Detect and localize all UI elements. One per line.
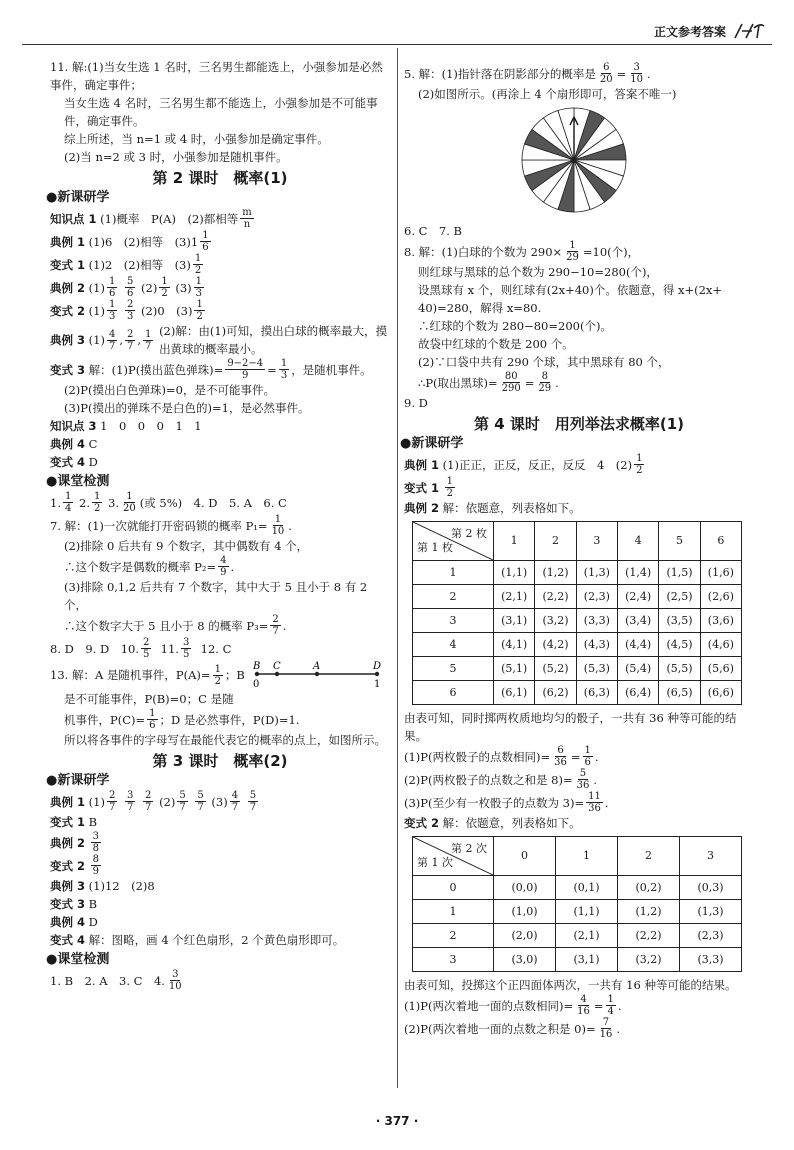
table-cell: (6,3)	[576, 681, 617, 705]
fraction: $\frac{1}{2}$	[214, 663, 221, 687]
lesson3-title: 第 3 课时 概率(2)	[152, 752, 288, 770]
v3-row: 变式 3 解：(1)P(摸出蓝色弹珠)= $\frac{9-2-4}{9}$ = $\frac{1}{3}$ ，是随机事件。	[50, 358, 372, 381]
r-q8-l4: 40)=280，解得 x=80.	[418, 301, 542, 315]
table-cell: (5,4)	[617, 657, 658, 681]
check-heading-2: ●课堂检测	[46, 952, 110, 967]
l3e3-row	[50, 877, 390, 895]
q13-row3	[50, 708, 390, 731]
l3v1-row	[50, 813, 390, 831]
fraction: $\frac{5}{7}$	[249, 790, 257, 813]
table-cell: (2,3)	[576, 585, 617, 609]
fraction: $\frac{1}{10}$	[271, 514, 285, 537]
fraction: $\frac{1}{4}$	[607, 994, 614, 1017]
e1-row	[50, 230, 390, 253]
fraction: $\frac{8}{29}$	[538, 371, 552, 394]
table-cell: (1,6)	[700, 561, 741, 585]
table-cell: (0,2)	[618, 876, 680, 900]
q11-line1: 11. 解:(1)当女生选 1 名时，三名男生都能选上，小强参加是必然事件，确定事件；	[50, 60, 383, 92]
table-cell: (3,4)	[617, 609, 658, 633]
q7-l2: (2)排除 0 后共有 9 个数字，其中偶数有 4 个，	[64, 539, 309, 553]
fraction: $\frac{2}{7}$	[127, 328, 134, 352]
q11-line2: 当女生选 4 名时，三名男生都不能选上，小强参加是不可能事件，确定事件。	[64, 96, 378, 128]
l3v2-row	[50, 854, 390, 877]
e2-text: (1)	[88, 280, 105, 295]
row-header: 6	[413, 681, 494, 705]
table-cell: (2,3)	[680, 924, 742, 948]
r-q8-l2: 则红球与黑球的总个数为 290−10=280(个)，	[418, 265, 658, 279]
number-line	[253, 660, 383, 690]
column-header: 6	[700, 522, 741, 561]
fraction: $\frac{1}{2}$	[196, 299, 203, 322]
fraction: $\frac{11}{36}$	[588, 791, 601, 814]
dice-table	[412, 521, 742, 705]
column-header: 5	[659, 522, 700, 561]
k3-row	[50, 417, 390, 435]
q11-line4: (2)当 n=2 或 3 时，小强参加是随机事件。	[64, 150, 288, 164]
l3v4-row	[50, 931, 390, 949]
r-v2-label: 变式 2	[404, 816, 440, 830]
k1-row	[50, 207, 390, 230]
q7-l4: (3)排除 0,1,2 后共有 7 个数字，其中大于 5 且小于 8 有 2 个，	[64, 580, 368, 612]
q8-t3: 12. C	[200, 641, 232, 656]
row-header: 1	[413, 900, 494, 924]
v2-text: (1)	[88, 303, 105, 318]
l3v4-label: 变式 4	[50, 933, 86, 947]
l3c-text: 1. B 2. A 3. C 4.	[50, 973, 165, 988]
spinner-figure	[404, 105, 754, 220]
r-e2-text: 解：依题意，列表格如下。	[442, 501, 581, 515]
q13-l1: 13. 解：A 是随机事件，P(A)=	[50, 668, 211, 682]
fraction: $\frac{m}{n}$	[242, 207, 252, 230]
t1-p3: (3)P(至少有一枚骰子的点数为 3)= $\frac{11}{36}$ .	[404, 791, 609, 814]
column-header: 2	[618, 837, 680, 876]
table-row	[413, 900, 742, 924]
t1-p2: (2)P(两枚骰子的点数之和是 8)= $\frac{5}{36}$ .	[404, 768, 597, 791]
table-row	[413, 924, 742, 948]
e1-label: 典例 1	[50, 234, 86, 249]
corner-top-label: 第 2 枚	[451, 527, 487, 540]
table-cell: (1,3)	[576, 561, 617, 585]
q13-l4: 所以将各事件的字母写在最能代表它的概率的点上，如图所示。	[64, 733, 386, 747]
table-cell: (2,2)	[618, 924, 680, 948]
table-cell: (4,3)	[576, 633, 617, 657]
l3e2-label: 典例 2	[50, 835, 86, 850]
e4-label: 典例 4	[50, 437, 86, 451]
column-header: 0	[494, 837, 556, 876]
q11-line3: 综上所述，当 n=1 或 4 时，小强参加是确定事件。	[64, 132, 329, 146]
c1-row	[50, 491, 390, 514]
table-cell: (2,4)	[617, 585, 658, 609]
new-study-heading-3: ●新课研学	[400, 436, 464, 451]
fraction: $\frac{1}{2}$	[94, 491, 101, 514]
table-cell: (1,3)	[680, 900, 742, 924]
v1-text: (1)2 (2)相等 (3)	[88, 257, 191, 272]
e3-row: 典例 3 (1) $\frac{4}{7}$ , $\frac{2}{7}$ , $\frac{1}{7}$ (2)解：由(1)可知，摸出白球的概率最大，摸出黄球的概率最小。	[50, 322, 390, 358]
v1-row	[50, 253, 390, 276]
row-header: 2	[413, 924, 494, 948]
fraction: $\frac{2}{5}$	[142, 637, 150, 660]
l3e1-t1: (1)	[88, 794, 105, 809]
fraction: $\frac{1}{20}$	[123, 491, 136, 514]
table-cell: (0,0)	[494, 876, 556, 900]
q7-row3: ∴这个数字是偶数的概率 P₂= $\frac{4}{9}$ .	[64, 555, 235, 578]
fraction: $\frac{1}{6}$	[202, 230, 209, 253]
c1-t3b: (或 5%) 4. D 5. A 6. C	[139, 495, 287, 510]
q7-l5: ∴这个数字大于 5 且小于 8 的概率 P₃=	[64, 618, 269, 633]
right-column	[400, 62, 754, 1040]
table-cell: (2,2)	[535, 585, 576, 609]
table-cell: (1,1)	[556, 900, 618, 924]
l3c-row	[50, 969, 390, 992]
nl-label-d: D	[372, 661, 381, 672]
r-e1-label: 典例 1	[404, 457, 440, 472]
r-v1-row	[404, 476, 754, 499]
row-header: 3	[413, 609, 494, 633]
r-q8-row8: ∴P(取出黑球)= $\frac{80}{290}$ = $\frac{8}{29}$ .	[418, 371, 559, 394]
fraction: $\frac{4}{7}$	[231, 790, 239, 813]
r-q5-row1: 5. 解：(1)指针落在阴影部分的概率是 $\frac{6}{20}$ = $\frac{3}{10}$ .	[404, 62, 651, 85]
l3v1-text: B	[88, 815, 98, 829]
l3e4-label: 典例 4	[50, 915, 86, 929]
row-header: 4	[413, 633, 494, 657]
fraction: $\frac{6}{36}$	[554, 745, 567, 768]
column-header: 1	[556, 837, 618, 876]
fraction: $\frac{1}{6}$	[108, 276, 116, 299]
t2-summary: 由表可知，投掷这个正四面体两次，一共有 16 种等可能的结果。	[404, 978, 737, 992]
column-divider	[397, 48, 398, 1088]
table-cell: (3,3)	[680, 948, 742, 972]
fraction: $\frac{80}{290}$	[501, 371, 521, 394]
fraction: $\frac{1}{2}$	[161, 276, 168, 299]
fraction: $\frac{4}{9}$	[220, 555, 227, 578]
q7-l3: ∴这个数字是偶数的概率 P₂=	[64, 559, 217, 574]
l3e1-t3: (3)	[211, 794, 228, 809]
e3-label: 典例 3	[50, 333, 86, 347]
fraction: $\frac{1}{29}$	[566, 240, 579, 263]
fraction: $\frac{2}{7}$	[145, 790, 152, 813]
table-cell: (2,1)	[556, 924, 618, 948]
fraction: $\frac{7}{16}$	[599, 1017, 613, 1040]
fraction: $\frac{5}{36}$	[576, 768, 590, 791]
r-e2-label: 典例 2	[404, 501, 440, 515]
t2-p2: (2)P(两次着地一面的点数之积是 0)= $\frac{7}{16}$ .	[404, 1017, 620, 1040]
r-v2-row	[404, 814, 754, 832]
new-study-heading-2: ●新课研学	[46, 773, 110, 788]
l3e4-row	[50, 913, 390, 931]
fraction: $\frac{1}{2}$	[194, 253, 202, 276]
fraction: $\frac{6}{20}$	[599, 62, 613, 85]
row-header: 1	[413, 561, 494, 585]
column-header: 2	[535, 522, 576, 561]
l3v3-text: B	[88, 897, 98, 911]
table-cell: (1,2)	[535, 561, 576, 585]
r-e1-text: (1)正正，正反，反正，反反 4 (2)	[442, 457, 633, 472]
q13-row1	[50, 660, 390, 690]
table-cell: (4,1)	[494, 633, 535, 657]
table-cell: (2,6)	[700, 585, 741, 609]
table-row	[413, 876, 742, 900]
spinner-wheel	[519, 105, 629, 215]
v3-label: 变式 3	[50, 362, 86, 377]
v3-line1b: ，是随机事件。	[291, 362, 372, 377]
fraction: $\frac{2}{7}$	[108, 790, 116, 813]
fraction: $\frac{1}{3}$	[280, 358, 288, 381]
fraction: $\frac{5}{7}$	[179, 790, 186, 813]
table-cell: (6,6)	[700, 681, 741, 705]
table-cell: (4,5)	[659, 633, 700, 657]
e3-text1: (1)	[88, 333, 105, 347]
table-cell: (6,4)	[617, 681, 658, 705]
fraction: $\frac{8}{9}$	[92, 854, 100, 877]
l3e1-t2: (2)	[159, 794, 176, 809]
corner-bottom-label: 第 1 枚	[417, 541, 453, 554]
l3e2-row	[50, 831, 390, 854]
fraction: $\frac{1}{2}$	[446, 476, 454, 499]
e2-row: 典例 2 (1) $\frac{1}{6}$ $\frac{5}{6}$ (2) $\frac{1}{2}$ (3) $\frac{1}{3}$	[50, 276, 203, 299]
table-cell: (5,1)	[494, 657, 535, 681]
table-cell: (1,5)	[659, 561, 700, 585]
k3-label: 知识点 3	[50, 419, 97, 433]
r-q8-l7: (2)∵口袋中共有 290 个球，其中黑球有 80 个，	[418, 355, 670, 369]
r-e2-row	[404, 499, 754, 517]
r-q8-l1: 8. 解：(1)白球的个数为 290×	[404, 244, 563, 259]
table-cell: (5,5)	[659, 657, 700, 681]
table-cell: (4,2)	[535, 633, 576, 657]
table-cell: (3,2)	[535, 609, 576, 633]
v4-row	[50, 453, 390, 471]
table-cell: (2,0)	[494, 924, 556, 948]
table-row	[413, 681, 742, 705]
fraction: $\frac{1}{3}$	[195, 276, 203, 299]
q13-l3b: ；D 是必然事件，P(D)=1.	[159, 712, 300, 727]
l3v1-label: 变式 1	[50, 815, 86, 829]
new-study-heading: ●新课研学	[46, 190, 110, 205]
k1-label: 知识点 1	[50, 211, 97, 226]
l3e1-row	[50, 790, 390, 813]
r-q8-l8: ∴P(取出黑球)=	[418, 375, 498, 390]
left-column	[46, 58, 390, 992]
r-v2-text: 解：依题意，列表格如下。	[442, 816, 581, 830]
v3-line1: 解：(1)P(摸出蓝色弹珠)=	[88, 362, 224, 377]
r-q8-l3: 设黑球有 x 个，则红球有(2x+40)个。依题意，得 x+(2x+	[418, 283, 723, 297]
e1-text: (1)6 (2)相等 (3)1	[88, 234, 199, 249]
q13-l2: 是不可能事件，P(B)=0；C 是随	[64, 692, 234, 706]
t1-summary: 由表可知，同时掷两枚质地均匀的骰子，一共有 36 种等可能的结果。	[404, 711, 737, 743]
header-title: 正文参考答案	[653, 24, 726, 39]
fraction: $\frac{5}{7}$	[197, 790, 204, 813]
table-cell: (1,1)	[494, 561, 535, 585]
table-row	[413, 609, 742, 633]
column-header: 3	[576, 522, 617, 561]
r-q5-l1: 5. 解：(1)指针落在阴影部分的概率是	[404, 66, 596, 81]
table-cell: (5,2)	[535, 657, 576, 681]
t2-p1: (1)P(两次着地一面的点数相同)= $\frac{4}{16}$ = $\frac{1}{4}$ .	[404, 994, 622, 1017]
k1-text: (1)概率 P(A) (2)都相等	[100, 211, 239, 226]
nl-label-b: B	[252, 661, 261, 672]
table-row	[413, 561, 742, 585]
v2-label: 变式 2	[50, 303, 86, 318]
l3v3-row	[50, 895, 390, 913]
table-row	[413, 633, 742, 657]
q13-l3: 机事件，P(C)=	[64, 712, 146, 727]
check-heading: ●课堂检测	[46, 474, 110, 489]
table-row	[413, 585, 742, 609]
fraction: $\frac{2}{3}$	[127, 299, 134, 322]
fraction: $\frac{4}{7}$	[108, 328, 116, 352]
row-header: 3	[413, 948, 494, 972]
q13-l1b: ；B	[224, 668, 245, 682]
table-cell: (1,4)	[617, 561, 658, 585]
e4-text: C	[88, 437, 98, 451]
table-cell: (5,6)	[700, 657, 741, 681]
e3-text2: (2)解：由(1)可知，摸出白球的概率最大，摸出黄球的概率最小。	[159, 324, 388, 356]
table-cell: (4,4)	[617, 633, 658, 657]
c1-t2: 2.	[79, 495, 90, 510]
table-cell: (0,1)	[556, 876, 618, 900]
fraction: $\frac{3}{8}$	[92, 831, 100, 854]
table-cell: (0,3)	[680, 876, 742, 900]
r-q8-row1	[404, 240, 754, 263]
l3e1-label: 典例 1	[50, 794, 86, 809]
table-cell: (1,2)	[618, 900, 680, 924]
t1-p1: (1)P(两枚骰子的点数相同)= $\frac{6}{36}$ = $\frac{1}{6}$ .	[404, 745, 599, 768]
lesson4-title: 第 4 课时 用列举法求概率(1)	[473, 415, 685, 433]
l3e3-label: 典例 3	[50, 879, 86, 893]
q8-t2: 11.	[160, 641, 179, 656]
fraction: $\frac{3}{7}$	[127, 790, 134, 813]
row-header: 0	[413, 876, 494, 900]
column-header: 4	[617, 522, 658, 561]
l3e3-text: (1)12 (2)8	[88, 879, 155, 893]
table-cell: (4,6)	[700, 633, 741, 657]
table-corner-cell	[413, 837, 494, 876]
l3v3-label: 变式 3	[50, 897, 86, 911]
column-header: 1	[494, 522, 535, 561]
page-header	[654, 22, 766, 40]
fraction: $\frac{1}{4}$	[64, 491, 72, 514]
v2-row: 变式 2 (1) $\frac{1}{3}$ $\frac{2}{3}$ (2)0 (3) $\frac{1}{2}$	[50, 299, 203, 322]
table-cell: (3,1)	[556, 948, 618, 972]
v3-line3: (3)P(摸出的弹珠不是白色的)=1，是必然事件。	[64, 401, 310, 415]
table-cell: (6,5)	[659, 681, 700, 705]
v4-label: 变式 4	[50, 455, 86, 469]
nl-end-1: 1	[373, 679, 381, 690]
fraction: $\frac{4}{16}$	[577, 994, 590, 1017]
table-cell: (3,5)	[659, 609, 700, 633]
l3e4-text: D	[88, 915, 98, 929]
c1-t3: 3.	[108, 495, 120, 510]
nl-label-a: A	[312, 661, 321, 672]
table-cell: (6,2)	[535, 681, 576, 705]
v3-line2: (2)P(摸出白色弹珠)=0，是不可能事件。	[64, 383, 275, 397]
fraction: $\frac{1}{7}$	[145, 328, 152, 352]
r-q8-l5: ∴红球的个数为 280−80=200(个)。	[418, 319, 612, 333]
e4-row	[50, 435, 390, 453]
table-corner-cell	[413, 522, 494, 561]
fraction: $\frac{2}{7}$	[272, 614, 279, 637]
column-header: 3	[680, 837, 742, 876]
row-header: 5	[413, 657, 494, 681]
header-rule	[22, 44, 772, 45]
l3v2-label: 变式 2	[50, 858, 86, 873]
table-cell: (5,3)	[576, 657, 617, 681]
fraction: $\frac{1}{2}$	[636, 453, 643, 476]
table-row	[413, 657, 742, 681]
table-cell: (1,0)	[494, 900, 556, 924]
nl-label-c: C	[272, 661, 281, 672]
l3v4-text: 解：图略，画 4 个红色扇形，2 个黄色扇形即可。	[88, 933, 345, 947]
tetrahedron-table	[412, 836, 742, 972]
q7-row1: 7. 解：(1)一次就能打开密码锁的概率 P₁= $\frac{1}{10}$ .	[50, 514, 292, 537]
fraction: $\frac{1}{6}$	[584, 745, 591, 768]
r-e1-row	[404, 453, 754, 476]
v1-label: 变式 1	[50, 257, 86, 272]
table-cell: (2,5)	[659, 585, 700, 609]
q8-row	[50, 637, 390, 660]
r-q8-l1b: =10(个)，	[582, 244, 640, 259]
r-v1-label: 变式 1	[404, 480, 440, 495]
table-cell: (6,1)	[494, 681, 535, 705]
corner-bottom-label: 第 1 次	[417, 856, 453, 869]
nl-end-0: 0	[252, 679, 260, 690]
fraction: $\frac{3}{5}$	[182, 637, 190, 660]
e2-label: 典例 2	[50, 280, 86, 295]
fraction: $\frac{1}{3}$	[108, 299, 116, 322]
r-q5-l2: (2)如图所示。(再涂上 4 个扇形即可，答案不唯一)	[418, 87, 677, 101]
table-cell: (3,2)	[618, 948, 680, 972]
q8-t1: 8. D 9. D 10.	[50, 641, 139, 656]
fraction: $\frac{3}{10}$	[168, 969, 182, 992]
table-row	[413, 948, 742, 972]
table-cell: (3,3)	[576, 609, 617, 633]
v4-text: D	[88, 455, 98, 469]
brand-logo-icon	[732, 22, 766, 40]
table-cell: (3,6)	[700, 609, 741, 633]
r-q9: 9. D	[404, 396, 428, 410]
q7-l1: 7. 解：(1)一次就能打开密码锁的概率 P₁=	[50, 518, 268, 533]
table-cell: (2,1)	[494, 585, 535, 609]
fraction: $\frac{3}{10}$	[630, 62, 644, 85]
lesson2-title: 第 2 课时 概率(1)	[152, 169, 288, 187]
r-q8-l6: 故袋中红球的个数是 200 个。	[418, 337, 574, 351]
k3-text: 1 0 0 0 1 1	[100, 419, 202, 433]
r-q6: 6. C 7. B	[404, 224, 463, 238]
q7-row5: ∴这个数字大于 5 且小于 8 的概率 P₃= $\frac{2}{7}$ .	[64, 614, 287, 637]
fraction: $\frac{9-2-4}{9}$	[227, 358, 264, 381]
fraction: $\frac{5}{6}$	[127, 276, 134, 299]
table-cell: (3,1)	[494, 609, 535, 633]
page-number: · 377 ·	[375, 1114, 419, 1128]
fraction: $\frac{1}{6}$	[149, 708, 156, 731]
corner-top-label: 第 2 次	[451, 842, 487, 855]
c1-t1: 1.	[50, 495, 61, 510]
row-header: 2	[413, 585, 494, 609]
table-cell: (3,0)	[494, 948, 556, 972]
